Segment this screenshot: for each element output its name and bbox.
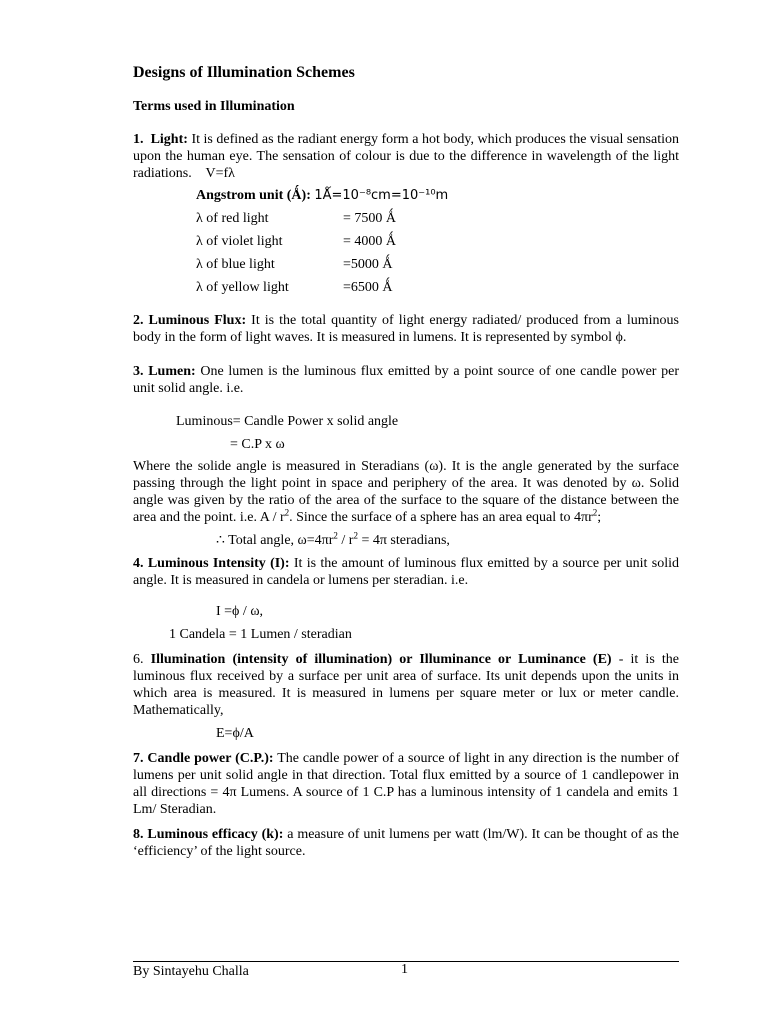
page-number: 1 [401, 962, 408, 977]
illumination-number: 6. [133, 652, 144, 667]
candle-power-heading: 7. Candle power (C.P.): [133, 751, 274, 766]
solid-angle-text: ; [597, 510, 602, 525]
luminous-efficacy-text: a measure of unit lumens per watt (lm/W). It can be thought of as the ‘efficiency’ of the light source. [133, 827, 680, 859]
luminous-intensity-text: It is the amount of luminous flux emitted by a source per unit solid angle. It is measured in candela or lumens per steradian. i.e. [133, 556, 680, 588]
illuminance-equation: E=ϕ/A [216, 726, 254, 741]
candle-power-paragraph [133, 750, 679, 818]
section-heading: Terms used in Illumination [133, 99, 295, 114]
lumen-equation-result: = C.P x ω [230, 437, 285, 452]
illumination-text: - it is the luminous flux received by a surface per unit area of surface. Its unit depends upon the units in which area is measured. It is measured in lumens per square meter or lux or meter candle. Mathematically, [133, 652, 679, 718]
light-heading: Light: [150, 132, 188, 147]
luminous-flux-text: It is the total quantity of light energy radiated/ produced from a luminous body in the form of light waves. It is measured in lumens. It is represented by symbol ϕ. [133, 313, 679, 345]
light-text: It is defined as the radiant energy form a hot body, which produces the visual sensation upon the human eye. The sensation of colour is due to the difference in wavelength of the light radiations. [133, 132, 680, 181]
solid-angle-paragraph [133, 458, 679, 526]
angstrom-label: Angstrom unit (Ǻ): [196, 188, 311, 203]
wavelength-label: λ of yellow light [196, 280, 289, 295]
luminous-efficacy-heading: 8. Luminous efficacy (k): [133, 827, 284, 842]
wavelength-value: =5000 Ǻ [343, 257, 393, 272]
lumen-paragraph [133, 363, 679, 397]
wave-formula: V=fλ [205, 166, 235, 181]
equation-part: = 4π steradians, [357, 533, 450, 548]
wavelength-value: = 4000 Ǻ [343, 234, 397, 249]
superscript: 2 [333, 530, 338, 541]
wavelength-value: = 7500 Ǻ [343, 211, 397, 226]
page-title: Designs of Illumination Schemes [133, 64, 355, 81]
wavelength-value: =6500 Ǻ [343, 280, 393, 295]
luminous-intensity-paragraph [133, 555, 679, 589]
angstrom-value: 1Ǻ=10⁻⁸cm=10⁻¹⁰m [314, 188, 449, 203]
candle-power-text: The candle power of a source of light in any direction is the number of lumens per unit solid angle in that direction. Total flux emitted by a source of 1 candlepower in all directions = 4π Lumens. A source of 1 C.P has a luminous intensity of 1 candela and emits 1 Lm/ Steradian. [133, 751, 679, 817]
superscript: 2 [284, 507, 290, 518]
equation-part: / r [337, 533, 354, 548]
wavelength-label: λ of blue light [196, 257, 275, 272]
solid-angle-text: . Since the surface of a sphere has an area equal to 4πr [289, 510, 593, 525]
superscript: 2 [592, 507, 598, 518]
lumen-heading: 3. Lumen: [133, 364, 196, 379]
luminous-flux-heading: 2. Luminous Flux: [133, 313, 247, 328]
footer-author: By Sintayehu Challa [133, 964, 249, 979]
solid-angle-text: Where the solide angle is measured in Steradians (ω). It is the angle generated by the surface passing through the light point in space and periphery of the area. It was denoted by ω. Solid angle was given by the ratio of the area of the surface to the square of the distance between the area and the point. i.e. A / r [133, 459, 679, 525]
total-angle-equation [216, 532, 450, 549]
lumen-equation: Luminous= Candle Power x solid angle [176, 414, 399, 429]
luminous-intensity-heading: 4. Luminous Intensity (I): [133, 556, 290, 571]
luminous-flux-paragraph [133, 312, 679, 346]
light-paragraph [133, 131, 679, 182]
wavelength-label: λ of red light [196, 211, 269, 226]
light-number: 1. [133, 132, 144, 147]
luminous-efficacy-paragraph [133, 826, 679, 860]
intensity-equation [216, 603, 263, 620]
illumination-paragraph [133, 651, 679, 719]
wavelength-label: λ of violet light [196, 234, 283, 249]
angstrom-line [196, 187, 448, 204]
equation-part: I =ϕ / ω, [216, 604, 264, 619]
superscript: 2 [353, 530, 358, 541]
illumination-heading: Illumination (intensity of illumination) or Illuminance or Luminance (E) [150, 652, 612, 667]
candela-definition: 1 Candela = 1 Lumen / steradian [169, 627, 352, 642]
lumen-text: One lumen is the luminous flux emitted by a point source of one candle power per unit solid angle. i.e. [133, 364, 680, 396]
equation-part: ∴ Total angle, ω=4πr [216, 533, 334, 548]
